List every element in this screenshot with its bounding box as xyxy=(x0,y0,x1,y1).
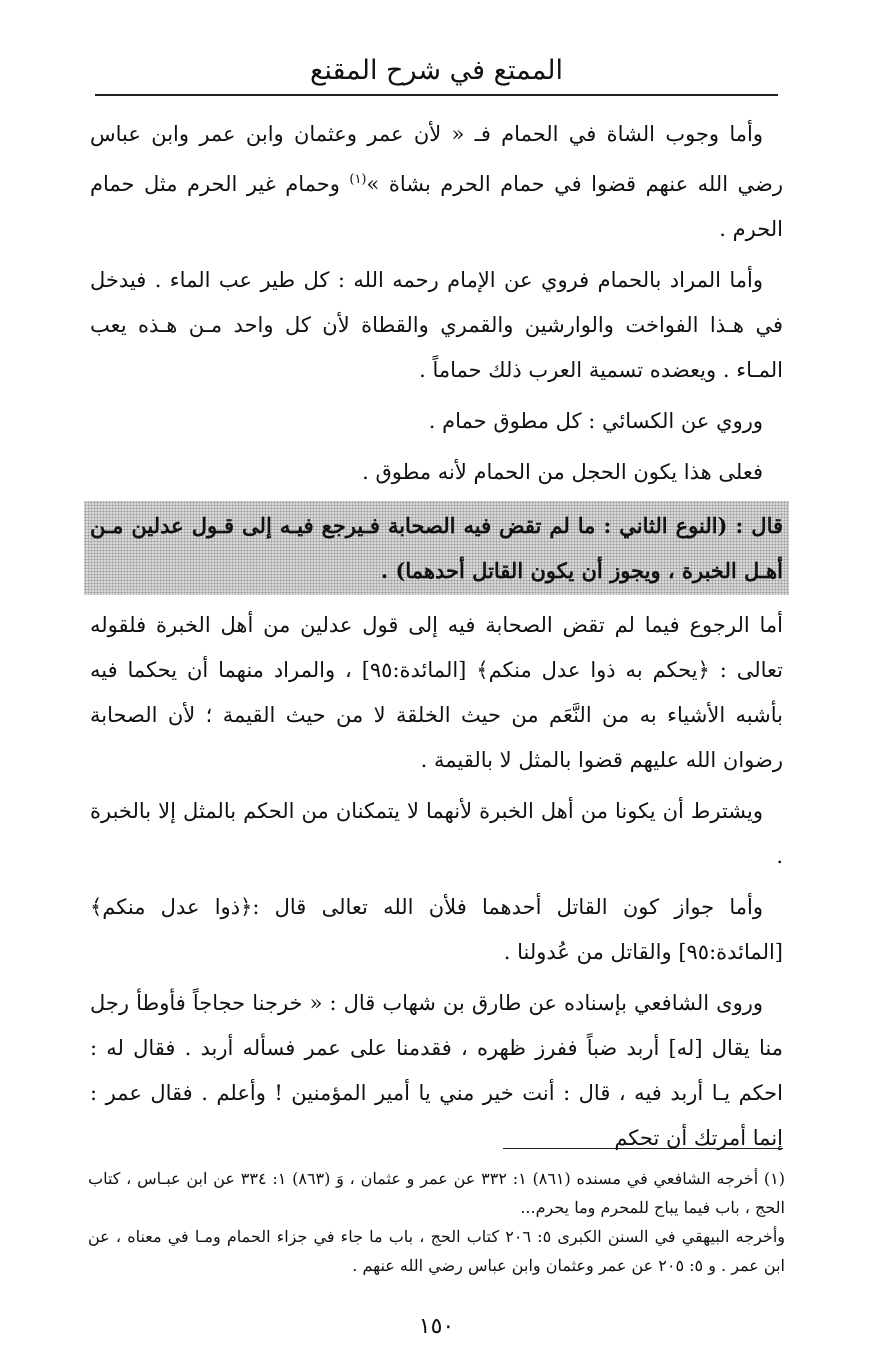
footnote-1: (١) أخرجه الشافعي في مسنده (٨٦١) ١: ٣٣٢ عن عمر و عثمان ، وَ (٨٦٣) ١: ٣٣٤ عن ابن عبـاس ، كتاب الحج ، باب فيما يباح للمحرم وما يحرم... xyxy=(88,1169,786,1217)
footnote-ref-1: (١) xyxy=(349,172,367,187)
paragraph-kisai: وروي عن الكسائي : كل مطوق حمام . xyxy=(428,409,763,433)
paragraph-pigeon-sheep-tail: وحمام غير الحرم مثل حمام الحرم . xyxy=(90,172,783,241)
running-header xyxy=(95,48,778,96)
footnotes xyxy=(88,1164,785,1280)
paragraph-shafii-narration: وروى الشافعي بإسناده عن طارق بن شهاب قال : « خرجنا حجاجاً فأوطأ رجل منا يقال [له] أربد ضباً ففرز ظهره ، فقدمنا على عمر فسأله أربد . فقال له : احكم يـا أربد فيه ، قال : أنت خير مني يا أمير المؤمنين ! وأعلم . فقال عمر : إنما أمرتك أن تحكم xyxy=(90,991,783,1150)
paragraph-expertise: ويشترط أن يكونا من أهل الخبرة لأنهما لا يتمكنان من الحكم بالمثل إلا بالخبرة . xyxy=(90,799,783,868)
book-title: الممتع في شرح المقنع xyxy=(309,55,564,86)
paragraph-pigeon-sheep-text: وأما وجوب الشاة في الحمام فـ « لأن عمر وعثمان وابن عمر وابن عباس رضي الله عنهم قضوا في حمام الحرم بشاة » xyxy=(90,122,783,196)
matn-highlight: قال : (النوع الثاني : ما لم تقض فيه الصحابة فـيرجع فيـه إلى قـول عدلين مـن أهـل الخبرة ، ويجوز أن يكون القاتل أحدهما) . xyxy=(84,501,789,595)
main-text xyxy=(90,112,783,1167)
footnote-1-continued: وأخرجه البيهقي في السنن الكبرى ٥: ٢٠٦ كتاب الحج ، باب ما جاء في جزاء الحمام ومـا في معناه ، عن ابن عمر . و ٥: ٢٠٥ عن عمر وعثمان وابن عباس رضي الله عنهم . xyxy=(88,1227,785,1275)
page-number: ١٥٠ xyxy=(418,1314,455,1339)
paragraph-killer-judge: وأما جواز كون القاتل أحدهما فلأن الله تعالى قال :﴿ذوا عدل منكم﴾ [المائدة:٩٥] والقاتل من عُدولنا . xyxy=(90,895,783,964)
paragraph-pigeon-sheep xyxy=(90,112,783,252)
paragraph-two-judges: أما الرجوع فيما لم تقض الصحابة فيه إلى قول عدلين من أهل الخبرة فلقوله تعالى : ﴿يحكم به ذوا عدل منكم﴾ [المائدة:٩٥] ، والمراد منهما أن يحكما فيه بأشبه الأشياء به من النَّعَم من حيث الخلقة لا من حيث القيمة ؛ لأن الصحابة رضوان الله عليهم قضوا بالمثل لا بالقيمة . xyxy=(90,613,783,772)
paragraph-pigeon-definition: وأما المراد بالحمام فروي عن الإمام رحمه الله : كل طير عب الماء . فيدخل في هـذا الفواخت والوارشين والقمري والقطاة لأن كل واحد مـن هـذه يعب المـاء . ويعضده تسمية العرب ذلك حماماً . xyxy=(90,268,783,382)
paragraph-hajal: فعلى هذا يكون الحجل من الحمام لأنه مطوق . xyxy=(362,460,763,484)
footnote-divider xyxy=(503,1148,783,1149)
